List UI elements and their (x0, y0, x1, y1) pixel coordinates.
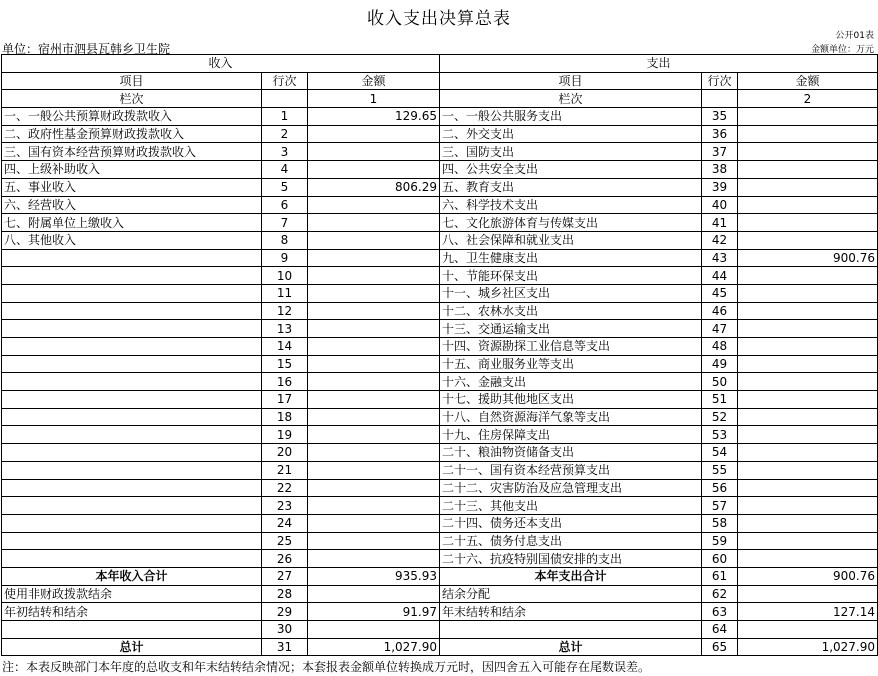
expense-rowno-cell: 60 (702, 550, 738, 568)
table-row (2, 514, 878, 532)
unit-label: 单位：宿州市泗县瓦韩乡卫生院 (2, 42, 171, 56)
budget-summary-table (1, 54, 878, 656)
expense-item-cell: 二十六、抗疫特别国债安排的支出 (440, 550, 702, 568)
expense-amount-cell (738, 267, 878, 285)
income-amount-cell (308, 391, 440, 409)
expense-amount-cell (738, 284, 878, 302)
income-item-cell: 总计 (2, 638, 262, 656)
expense-amount-cell (738, 532, 878, 550)
income-col-blank (262, 90, 308, 108)
table-row (2, 532, 878, 550)
expense-item-cell: 四、公共安全支出 (440, 161, 702, 179)
expense-item-cell: 结余分配 (440, 585, 702, 603)
expense-amount-cell (738, 338, 878, 356)
income-item-cell (2, 621, 262, 639)
expense-col-blank (702, 90, 738, 108)
table-row (2, 585, 878, 603)
income-item-cell: 三、国有资本经营预算财政拨款收入 (2, 143, 262, 161)
income-item-cell: 五、事业收入 (2, 178, 262, 196)
expense-amount-cell (738, 621, 878, 639)
income-item-cell (2, 302, 262, 320)
income-amount-cell: 91.97 (308, 603, 440, 621)
expense-rowno-cell: 41 (702, 214, 738, 232)
table-row (2, 603, 878, 621)
expense-item-cell: 十三、交通运输支出 (440, 320, 702, 338)
income-col-label: 栏次 (2, 90, 262, 108)
expense-amount-cell (738, 196, 878, 214)
expense-rowno-cell: 39 (702, 178, 738, 196)
expense-rowno-cell: 40 (702, 196, 738, 214)
expense-item-cell: 本年支出合计 (440, 567, 702, 585)
expense-rowno-cell: 56 (702, 479, 738, 497)
income-rowno-cell: 3 (262, 143, 308, 161)
income-amount-cell (308, 231, 440, 249)
income-item-cell: 本年收入合计 (2, 567, 262, 585)
expense-rowno-cell: 48 (702, 338, 738, 356)
expense-amount-cell (738, 514, 878, 532)
income-rowno-cell: 30 (262, 621, 308, 639)
expense-item-cell: 五、教育支出 (440, 178, 702, 196)
income-amount-cell (308, 249, 440, 267)
expense-rowno-cell: 58 (702, 514, 738, 532)
income-amount-cell (308, 161, 440, 179)
expense-rowno-cell: 38 (702, 161, 738, 179)
expense-item-cell: 一、一般公共服务支出 (440, 108, 702, 126)
income-amount-header: 金额 (308, 72, 440, 90)
income-item-cell (2, 479, 262, 497)
table-row (2, 320, 878, 338)
income-item-cell (2, 497, 262, 515)
expense-rowno-header: 行次 (702, 72, 738, 90)
income-amount-cell: 935.93 (308, 567, 440, 585)
table-row (2, 143, 878, 161)
table-row (2, 338, 878, 356)
table-row (2, 196, 878, 214)
table-row (2, 461, 878, 479)
table-row (2, 284, 878, 302)
page-title: 收入支出决算总表 (367, 9, 511, 29)
expense-item-cell: 十二、农林水支出 (440, 302, 702, 320)
expense-col-number: 2 (738, 90, 878, 108)
income-item-cell (2, 249, 262, 267)
table-row (2, 567, 878, 585)
table-row (2, 178, 878, 196)
expense-amount-cell (738, 302, 878, 320)
income-item-cell (2, 338, 262, 356)
expense-rowno-cell: 47 (702, 320, 738, 338)
income-item-cell (2, 391, 262, 409)
income-rowno-cell: 6 (262, 196, 308, 214)
income-item-cell: 六、经营收入 (2, 196, 262, 214)
income-rowno-header: 行次 (262, 72, 308, 90)
expense-rowno-cell: 35 (702, 108, 738, 126)
expense-item-cell: 八、社会保障和就业支出 (440, 231, 702, 249)
expense-amount-cell: 900.76 (738, 567, 878, 585)
expense-amount-cell (738, 355, 878, 373)
income-amount-cell (308, 196, 440, 214)
income-amount-cell (308, 461, 440, 479)
expense-rowno-cell: 64 (702, 621, 738, 639)
expense-item-cell: 二十五、债务付息支出 (440, 532, 702, 550)
expense-rowno-cell: 51 (702, 391, 738, 409)
income-amount-cell (308, 550, 440, 568)
income-rowno-cell: 15 (262, 355, 308, 373)
income-rowno-cell: 20 (262, 444, 308, 462)
expense-rowno-cell: 45 (702, 284, 738, 302)
income-amount-cell (308, 125, 440, 143)
income-amount-cell (308, 338, 440, 356)
footnote: 注：本表反映部门本年度的总收支和年末结转结余情况；本套报表金额单位转换成万元时，因四舍五入可能存在尾数误差。 (2, 660, 651, 674)
income-item-cell: 二、政府性基金预算财政拨款收入 (2, 125, 262, 143)
income-amount-cell (308, 143, 440, 161)
expense-item-cell: 十五、商业服务业等支出 (440, 355, 702, 373)
income-rowno-cell: 26 (262, 550, 308, 568)
income-rowno-cell: 10 (262, 267, 308, 285)
expense-amount-cell (738, 373, 878, 391)
income-amount-cell (308, 214, 440, 232)
expense-item-cell: 七、文化旅游体育与传媒支出 (440, 214, 702, 232)
expense-amount-cell (738, 161, 878, 179)
income-rowno-cell: 18 (262, 408, 308, 426)
income-rowno-cell: 19 (262, 426, 308, 444)
table-row (2, 497, 878, 515)
income-rowno-cell: 23 (262, 497, 308, 515)
expense-item-cell: 六、科学技术支出 (440, 196, 702, 214)
expense-item-cell: 二十一、国有资本经营预算支出 (440, 461, 702, 479)
income-item-cell (2, 408, 262, 426)
expense-amount-cell (738, 214, 878, 232)
income-rowno-cell: 16 (262, 373, 308, 391)
income-item-cell: 使用非财政拨款结余 (2, 585, 262, 603)
income-amount-cell (308, 479, 440, 497)
income-rowno-cell: 8 (262, 231, 308, 249)
income-rowno-cell: 5 (262, 178, 308, 196)
expense-amount-cell (738, 178, 878, 196)
expense-rowno-cell: 62 (702, 585, 738, 603)
expense-rowno-cell: 42 (702, 231, 738, 249)
expense-item-cell: 十、节能环保支出 (440, 267, 702, 285)
expense-rowno-cell: 54 (702, 444, 738, 462)
table-row (2, 373, 878, 391)
income-rowno-cell: 31 (262, 638, 308, 656)
table-row (2, 249, 878, 267)
expense-rowno-cell: 59 (702, 532, 738, 550)
income-rowno-cell: 21 (262, 461, 308, 479)
table-row (2, 125, 878, 143)
income-item-cell: 八、其他收入 (2, 231, 262, 249)
expense-item-cell: 二十、粮油物资储备支出 (440, 444, 702, 462)
expense-rowno-cell: 50 (702, 373, 738, 391)
income-amount-cell (308, 497, 440, 515)
expense-item-cell: 十七、援助其他地区支出 (440, 391, 702, 409)
income-item-cell: 七、附属单位上缴收入 (2, 214, 262, 232)
expense-amount-cell (738, 585, 878, 603)
table-row (2, 408, 878, 426)
table-row (2, 479, 878, 497)
table-row (2, 161, 878, 179)
income-amount-cell (308, 320, 440, 338)
expense-amount-cell (738, 231, 878, 249)
expense-rowno-cell: 52 (702, 408, 738, 426)
income-amount-cell (308, 514, 440, 532)
income-amount-cell (308, 302, 440, 320)
table-row (2, 550, 878, 568)
income-amount-cell: 129.65 (308, 108, 440, 126)
expense-amount-cell: 900.76 (738, 249, 878, 267)
expense-amount-cell: 127.14 (738, 603, 878, 621)
table-row (2, 355, 878, 373)
table-row (2, 638, 878, 656)
table-row (2, 214, 878, 232)
income-rowno-cell: 17 (262, 391, 308, 409)
expense-rowno-cell: 55 (702, 461, 738, 479)
income-rowno-cell: 22 (262, 479, 308, 497)
expense-amount-cell (738, 426, 878, 444)
income-item-cell (2, 426, 262, 444)
income-amount-cell (308, 408, 440, 426)
income-header: 收入 (2, 55, 440, 73)
expense-col-label: 栏次 (440, 90, 702, 108)
expense-amount-header: 金额 (738, 72, 878, 90)
income-item-cell (2, 461, 262, 479)
income-rowno-cell: 13 (262, 320, 308, 338)
income-amount-cell (308, 355, 440, 373)
currency-unit: 金额单位：万元 (810, 45, 874, 55)
table-row (2, 621, 878, 639)
expense-rowno-cell: 65 (702, 638, 738, 656)
income-rowno-cell: 2 (262, 125, 308, 143)
income-amount-cell (308, 267, 440, 285)
expense-item-cell: 十九、住房保障支出 (440, 426, 702, 444)
table-body (2, 108, 878, 656)
expense-rowno-cell: 53 (702, 426, 738, 444)
expense-rowno-cell: 61 (702, 567, 738, 585)
income-col-number: 1 (308, 90, 440, 108)
income-rowno-cell: 9 (262, 249, 308, 267)
expense-amount-cell (738, 391, 878, 409)
income-item-cell (2, 373, 262, 391)
expense-item-cell (440, 621, 702, 639)
expense-amount-cell (738, 108, 878, 126)
table-row (2, 108, 878, 126)
expense-header: 支出 (440, 55, 878, 73)
income-rowno-cell: 12 (262, 302, 308, 320)
expense-amount-cell (738, 143, 878, 161)
income-rowno-cell: 24 (262, 514, 308, 532)
income-rowno-cell: 14 (262, 338, 308, 356)
income-amount-cell (308, 585, 440, 603)
table-row (2, 267, 878, 285)
table-row (2, 426, 878, 444)
income-rowno-cell: 29 (262, 603, 308, 621)
expense-item-cell: 总计 (440, 638, 702, 656)
expense-rowno-cell: 36 (702, 125, 738, 143)
form-number: 公开01表 (835, 31, 874, 41)
expense-item-cell: 三、国防支出 (440, 143, 702, 161)
income-rowno-cell: 28 (262, 585, 308, 603)
income-amount-cell (308, 621, 440, 639)
expense-amount-cell (738, 497, 878, 515)
income-amount-cell: 806.29 (308, 178, 440, 196)
income-item-cell (2, 284, 262, 302)
expense-amount-cell (738, 444, 878, 462)
income-amount-cell (308, 426, 440, 444)
income-item-cell (2, 514, 262, 532)
income-amount-cell (308, 444, 440, 462)
expense-amount-cell (738, 320, 878, 338)
income-item-cell (2, 267, 262, 285)
expense-item-cell: 二、外交支出 (440, 125, 702, 143)
income-amount-cell (308, 373, 440, 391)
expense-item-cell: 二十三、其他支出 (440, 497, 702, 515)
income-rowno-cell: 11 (262, 284, 308, 302)
expense-rowno-cell: 46 (702, 302, 738, 320)
expense-rowno-cell: 37 (702, 143, 738, 161)
income-rowno-cell: 4 (262, 161, 308, 179)
income-rowno-cell: 7 (262, 214, 308, 232)
expense-rowno-cell: 49 (702, 355, 738, 373)
income-item-cell (2, 355, 262, 373)
table-row (2, 231, 878, 249)
expense-item-cell: 十四、资源勘探工业信息等支出 (440, 338, 702, 356)
income-rowno-cell: 25 (262, 532, 308, 550)
table-row (2, 444, 878, 462)
income-item-cell (2, 444, 262, 462)
income-amount-cell (308, 284, 440, 302)
expense-item-cell: 年末结转和结余 (440, 603, 702, 621)
income-item-cell: 年初结转和结余 (2, 603, 262, 621)
income-amount-cell: 1,027.90 (308, 638, 440, 656)
income-item-cell (2, 532, 262, 550)
expense-amount-cell (738, 461, 878, 479)
expense-item-cell: 十一、城乡社区支出 (440, 284, 702, 302)
expense-rowno-cell: 44 (702, 267, 738, 285)
expense-amount-cell (738, 479, 878, 497)
expense-rowno-cell: 43 (702, 249, 738, 267)
income-rowno-cell: 1 (262, 108, 308, 126)
income-item-cell (2, 550, 262, 568)
expense-item-cell: 十六、金融支出 (440, 373, 702, 391)
table-row (2, 302, 878, 320)
income-item-header: 项目 (2, 72, 262, 90)
expense-item-cell: 九、卫生健康支出 (440, 249, 702, 267)
expense-item-cell: 十八、自然资源海洋气象等支出 (440, 408, 702, 426)
expense-amount-cell (738, 125, 878, 143)
expense-item-cell: 二十四、债务还本支出 (440, 514, 702, 532)
expense-amount-cell: 1,027.90 (738, 638, 878, 656)
table-row (2, 391, 878, 409)
income-item-cell (2, 320, 262, 338)
expense-rowno-cell: 57 (702, 497, 738, 515)
expense-item-cell: 二十二、灾害防治及应急管理支出 (440, 479, 702, 497)
expense-item-header: 项目 (440, 72, 702, 90)
expense-rowno-cell: 63 (702, 603, 738, 621)
income-rowno-cell: 27 (262, 567, 308, 585)
income-amount-cell (308, 532, 440, 550)
income-item-cell: 一、一般公共预算财政拨款收入 (2, 108, 262, 126)
expense-amount-cell (738, 550, 878, 568)
expense-amount-cell (738, 408, 878, 426)
income-item-cell: 四、上级补助收入 (2, 161, 262, 179)
